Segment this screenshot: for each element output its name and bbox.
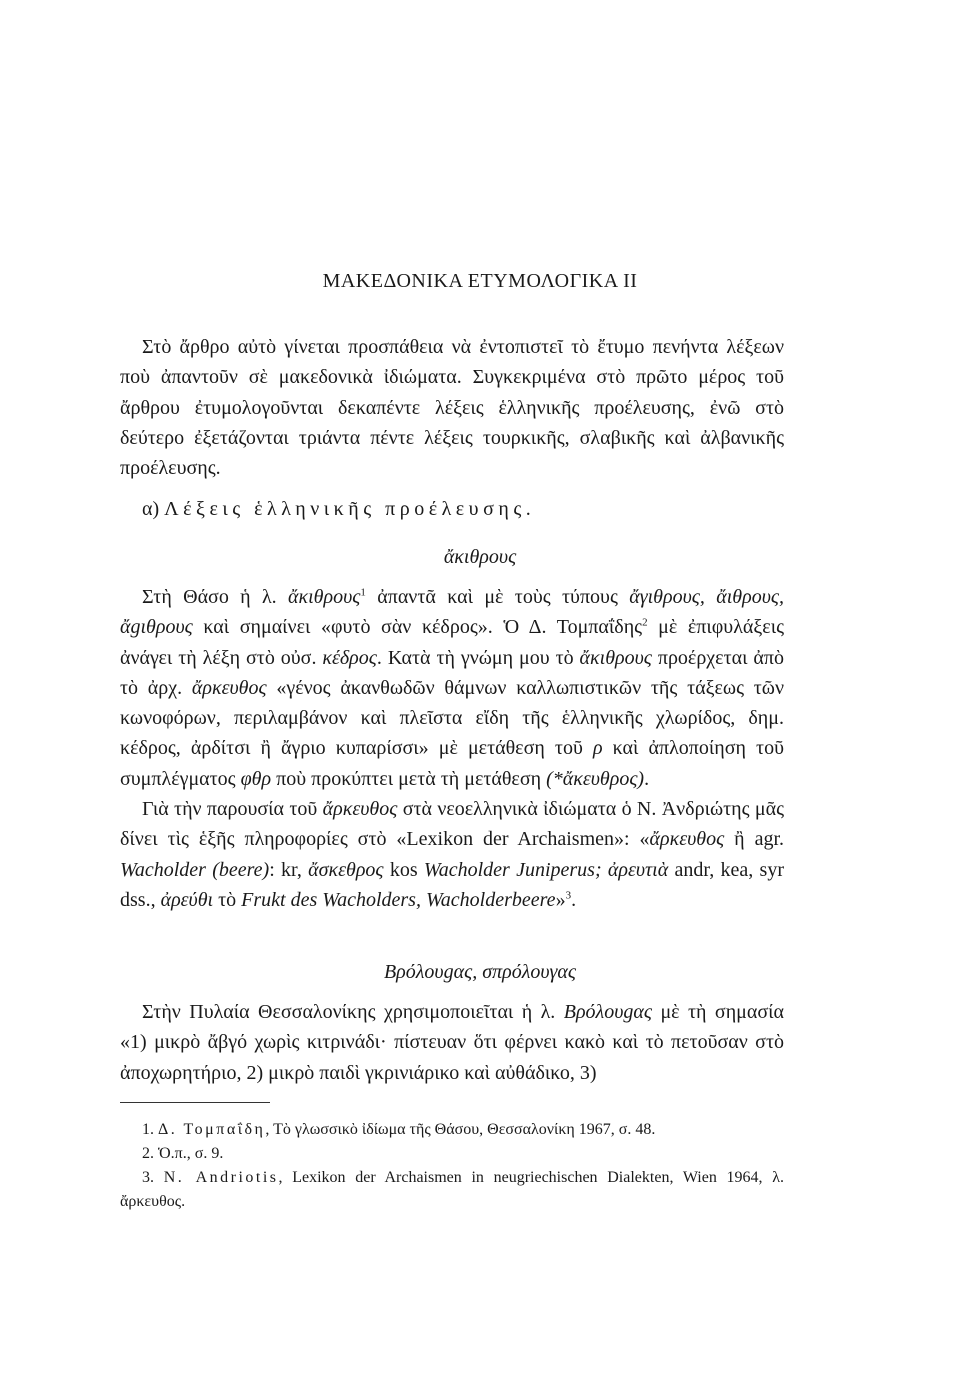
- text-run: Γιὰ τὴν παρουσία τοῦ: [142, 798, 323, 821]
- text-run: προέρχεται ἀπὸ τὸ ἀρχ.: [120, 646, 784, 699]
- text-run: Στὴν Πυλαία Θεσσαλονίκης χρησιμοποιεῖται ἡ λ.: [142, 1001, 564, 1023]
- italic-term: ἀρεύθι: [160, 888, 214, 911]
- text-run: τὸ: [213, 888, 242, 911]
- italic-term: ἄρκευθος: [322, 798, 398, 821]
- text-run: kos: [383, 858, 424, 881]
- italic-term: Βρόλουgας: [563, 1001, 653, 1023]
- text-run: ποὺ προκύπτει μετὰ τὴ μετάθεση: [271, 767, 547, 790]
- footnote-2: [120, 1142, 784, 1166]
- italic-term: ἄσκεθρος: [308, 858, 384, 881]
- footnote-1: [120, 1118, 784, 1142]
- footnote-text: , Lexikon der Archaismen in neugriechischen Dialekten, Wien 1964, λ. ἄρκευθος.: [120, 1169, 784, 1210]
- text-run: «γένος ἀκανθωδῶν θάμνων καλλωπιστικῶν τῆς τάξεως τῶν κωνοφόρων, περιλαμβάνον καὶ πλεῖστα εἴδη τῆς ἑλληνικῆς χλωρίδος, δημ. κέδρος, ἀρδίτσι ἢ ἄγριο κυπαρίσσι» μὲ μετάθεση τοῦ: [120, 676, 785, 760]
- entry-headword-vrolougas: Βρόλουgας, σπρόλουγας: [383, 961, 577, 983]
- footnote-text: Ὁ.π., σ. 9.: [158, 1145, 224, 1162]
- italic-term: ἄρκευθος: [191, 676, 267, 699]
- italic-term: φθρ: [240, 767, 272, 790]
- italic-term: Wacholder (beere): [120, 858, 270, 881]
- entry-akithrous-body: [120, 582, 784, 915]
- text-run: ἢ agr.: [724, 828, 784, 851]
- text-run: andr, kea, syr dss.,: [120, 858, 784, 911]
- intro-text: Στὸ ἄρθρο αὐτὸ γίνεται προσπάθεια νὰ ἐντοπιστεῖ τὸ ἔτυμο πενήντα λέξεων ποὺ ἀπαντοῦν σὲ μακεδονικὰ ἰδιώματα. Συγκεκριμένα στὸ πρῶτο μέρος τοῦ ἄρθρου ἐτυμολογοῦνται δεκαπέντε λέξεις ἑλληνικῆς προέλευσης, ἐνῶ στὸ δεύτερο ἐξετάζονται τριάντα πέντε λέξεις τουρκικῆς, σλαβικῆς καὶ ἀλβανικῆς προέλευσης.: [120, 336, 784, 480]
- text-run: »: [555, 888, 566, 911]
- italic-term: Frukt des Wacholders, Wacholderbeere: [241, 888, 556, 911]
- entry-akithrous-paragraph-2: [120, 794, 784, 915]
- footnote-3: [120, 1166, 784, 1214]
- footnote-author: Δ. Τομπαΐδη: [158, 1121, 266, 1138]
- section-title: Λέξεις ἑλληνικῆς προέλευσης.: [164, 498, 536, 520]
- text-run: .: [644, 767, 650, 790]
- text-run: . Κατὰ τὴ γνώμη μου τὸ: [376, 646, 580, 669]
- intro-paragraph: [120, 332, 784, 483]
- footnote-number: 3.: [142, 1169, 154, 1186]
- italic-term: ἄκιθρους: [288, 586, 361, 608]
- text-run: Στὴ Θάσο ἡ λ.: [142, 586, 289, 608]
- text-run: μὲ ἐπιφυλάξεις ἀνάγει τὴ λέξη στὸ οὐσ.: [120, 616, 785, 669]
- footnote-number: 1.: [142, 1121, 154, 1138]
- footnote-number: 2.: [142, 1145, 154, 1162]
- italic-term: ἄρκευθος: [649, 828, 725, 851]
- footnote-ref: 2: [642, 616, 648, 629]
- section-heading: [142, 498, 535, 521]
- italic-term: κέδρος: [322, 646, 377, 669]
- entry-akithrous-paragraph: [120, 582, 784, 794]
- text-run: .: [571, 888, 577, 911]
- entry-headword-akithrous: ἄκιθρους: [443, 546, 517, 568]
- entry-vrolougas-paragraph: [120, 997, 784, 1088]
- text-run: : kr,: [269, 858, 309, 881]
- footnote-text: , Τὸ γλωσσικὸ ἰδίωμα τῆς Θάσου, Θεσσαλονίκη 1967, σ. 48.: [265, 1121, 656, 1138]
- italic-term: ἄκιθρους: [579, 646, 652, 669]
- footnote-ref: 3: [565, 889, 572, 902]
- italic-term: ἄγιθρους, ἄιθρους, ἄgιθρους: [120, 586, 784, 639]
- text-run: ἀπαντᾶ καὶ μὲ τοὺς τύπους: [365, 586, 630, 608]
- entry-vrolougas-body: [120, 997, 784, 1088]
- section-prefix: α): [142, 498, 160, 520]
- footnote-ref: 1: [360, 586, 366, 599]
- text-run: καὶ σημαίνει «φυτὸ σὰν κέδρος». Ὁ Δ. Τομπαΐδης: [192, 616, 643, 639]
- footnote-divider: [120, 1102, 270, 1103]
- footnotes: [120, 1118, 784, 1214]
- page-title: ΜΑΚΕΔΟΝΙΚΑ ΕΤΥΜΟΛΟΓΙΚΑ ΙΙ: [322, 270, 638, 292]
- text-run: στὰ νεοελληνικὰ ἰδιώματα ὁ Ν. Ἀνδριώτης μᾶς δίνει τὶς ἑξῆς πληροφορίες στὸ «Lexikon der Archaismen»: «: [120, 798, 785, 851]
- text-run: μὲ τὴ σημασία «1) μικρὸ ἄβγό χωρὶς κιτρινάδι· πίστευαν ὅτι φέρνει κακὸ καὶ τὸ πετοῦσαν στὸ ἀποχωρητήριο, 2) μικρὸ παιδὶ γκρινιάρικο καὶ αὐθάδικο, 3): [120, 1001, 784, 1084]
- text-run: καὶ ἀπλοποίηση τοῦ συμπλέγματος: [120, 737, 785, 790]
- italic-term: ρ: [592, 737, 603, 760]
- italic-term: (*ἄκευθρος): [546, 767, 645, 790]
- italic-term: Wacholder Juniperus; ἀρευτιὰ: [423, 858, 669, 881]
- footnote-author: N. Andriotis: [163, 1169, 279, 1186]
